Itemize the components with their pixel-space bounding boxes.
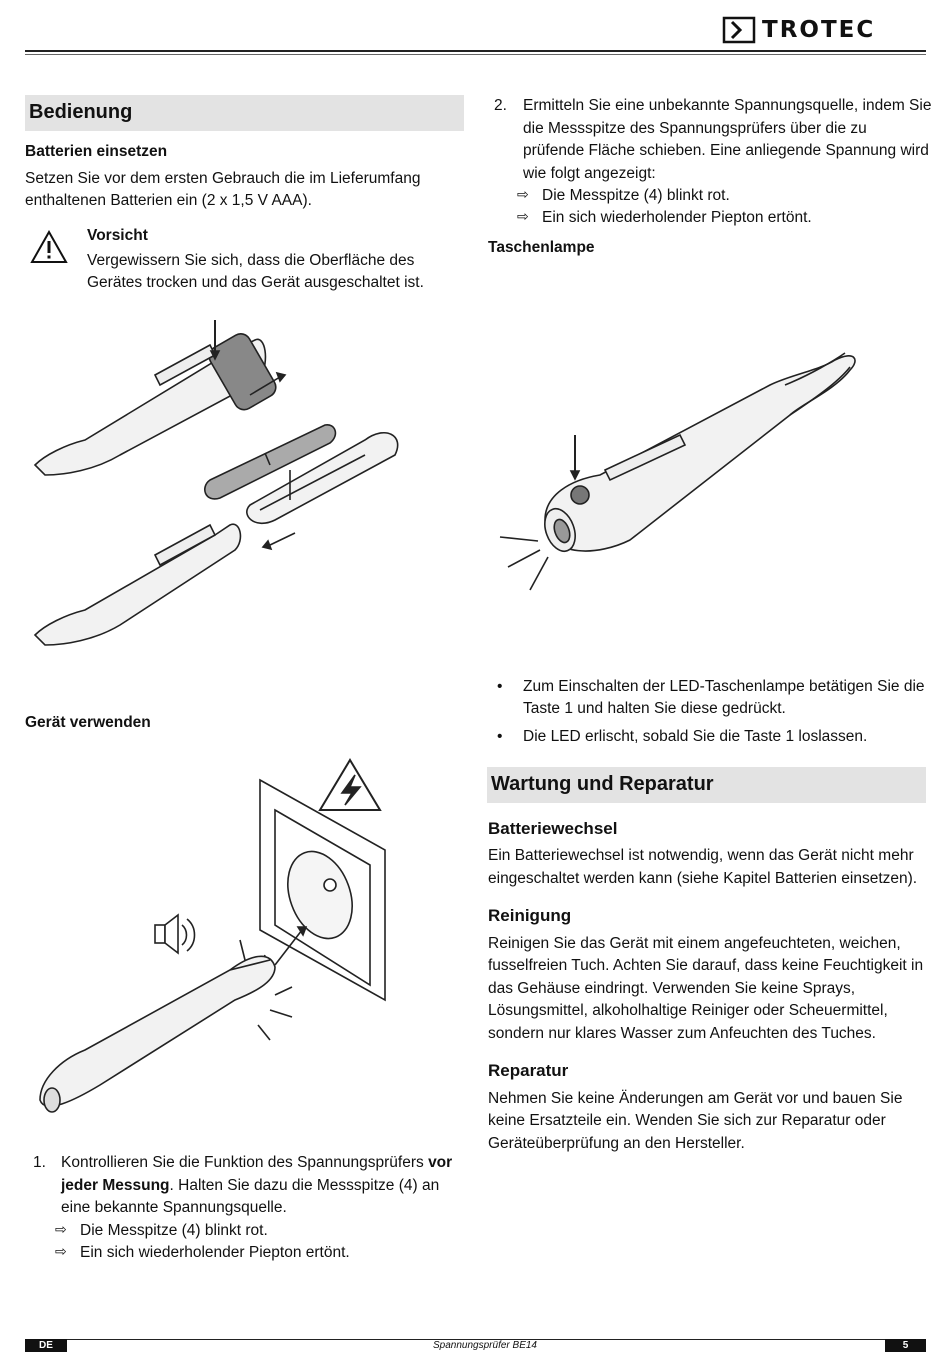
trotec-logo [722,16,928,46]
section-title: Bedienung [29,101,133,123]
step2-number: 2. [494,97,507,114]
result-arrow-icon: ⇨ [55,1221,67,1237]
footer-language: DE [25,1339,67,1352]
bullet-icon: • [497,728,503,745]
step1-line3: eine bekannte Spannungsquelle. [61,1199,287,1216]
battery-change-2: eingeschaltet werden kann (siehe Kapitel Batterien einsetzen). [488,870,918,887]
flashlight-illustration [490,345,870,595]
battery-insertion-illustration [25,315,445,655]
footer-page-number: 5 [885,1339,926,1352]
socket-test-illustration [30,755,440,1135]
logo-text: TROTEC [762,17,876,43]
section-bar-wartung [487,767,926,803]
maint-title: Wartung und Reparatur [491,773,714,795]
repair-2: keine Ersatzteile ein. Wenden Sie sich zur Reparatur oder [488,1112,886,1129]
repair-1: Nehmen Sie keine Änderungen am Gerät vor und bauen Sie [488,1090,903,1107]
use-heading: Gerät verwenden [25,714,151,731]
logo-bracket-icon [722,16,756,44]
repair-heading: Reparatur [488,1061,569,1080]
cleaning-3: das Gehäuse eindringt. Verwenden Sie keine Sprays, [488,980,856,997]
batteries-heading: Batterien einsetzen [25,143,168,160]
footer-title: Spannungsprüfer BE14 [433,1340,537,1351]
step2-line2: die Messspitze des Spannungsprüfers über die zu [523,120,867,137]
caution-text-2: Gerätes trocken und das Gerät ausgeschaltet ist. [87,274,424,291]
battery-change-1: Ein Batteriewechsel ist notwendig, wenn das Gerät nicht mehr [488,847,914,864]
caution-heading: Vorsicht [87,227,148,244]
bullet2: Die LED erlischt, sobald Sie die Taste 1 loslassen. [523,728,868,745]
step1-number: 1. [33,1154,46,1171]
cleaning-heading: Reinigung [488,906,572,925]
section-bar-bedienung [25,95,464,131]
step1-line2: jeder Messung. Halten Sie dazu die Messspitze (4) an [61,1177,440,1194]
cleaning-2: fusselfreien Tuch. Achten Sie darauf, dass keine Feuchtigkeit in [488,957,924,974]
result-arrow-icon: ⇨ [55,1243,67,1259]
batteries-text-1: Setzen Sie vor dem ersten Gebrauch die im Lieferumfang [25,170,421,187]
step2-line4: wie folgt angezeigt: [523,165,656,182]
battery-change-heading: Batteriewechsel [488,819,618,838]
bullet1-line1: Zum Einschalten der LED-Taschenlampe betätigen Sie die [523,678,925,695]
step2-result2: Ein sich wiederholender Piepton ertönt. [542,209,812,226]
header-rule-thin [25,54,926,55]
cleaning-4: Lösungsmittel, alkoholhaltige Reiniger oder Scheuermittel, [488,1002,888,1019]
repair-3: Geräteüberprüfung an den Hersteller. [488,1135,745,1152]
warning-icon [30,230,68,264]
bullet1-line2: Taste 1 und halten Sie diese gedrückt. [523,700,786,717]
result-arrow-icon: ⇨ [517,208,529,224]
flashlight-heading: Taschenlampe [488,239,595,256]
step2-line3: prüfende Fläche schieben. Eine anliegende Spannung wird [523,142,929,159]
batteries-text-2: enthaltenen Batterien ein (2 x 1,5 V AAA). [25,192,312,209]
step1-line1: Kontrollieren Sie die Funktion des Spannungsprüfers vor [61,1154,453,1171]
bullet-icon: • [497,678,503,695]
cleaning-5: sondern nur klares Wasser zum Anfeuchten des Tuches. [488,1025,876,1042]
step2-line1: Ermitteln Sie eine unbekannte Spannungsquelle, indem Sie [523,97,932,114]
step1-result1: Die Messpitze (4) blinkt rot. [80,1222,268,1239]
result-arrow-icon: ⇨ [517,186,529,202]
header-rule [25,50,926,52]
step2-result1: Die Messpitze (4) blinkt rot. [542,187,730,204]
cleaning-1: Reinigen Sie das Gerät mit einem angefeuchteten, weichen, [488,935,901,952]
caution-text-1: Vergewissern Sie sich, dass die Oberfläche des [87,252,415,269]
step1-result2: Ein sich wiederholender Piepton ertönt. [80,1244,350,1261]
